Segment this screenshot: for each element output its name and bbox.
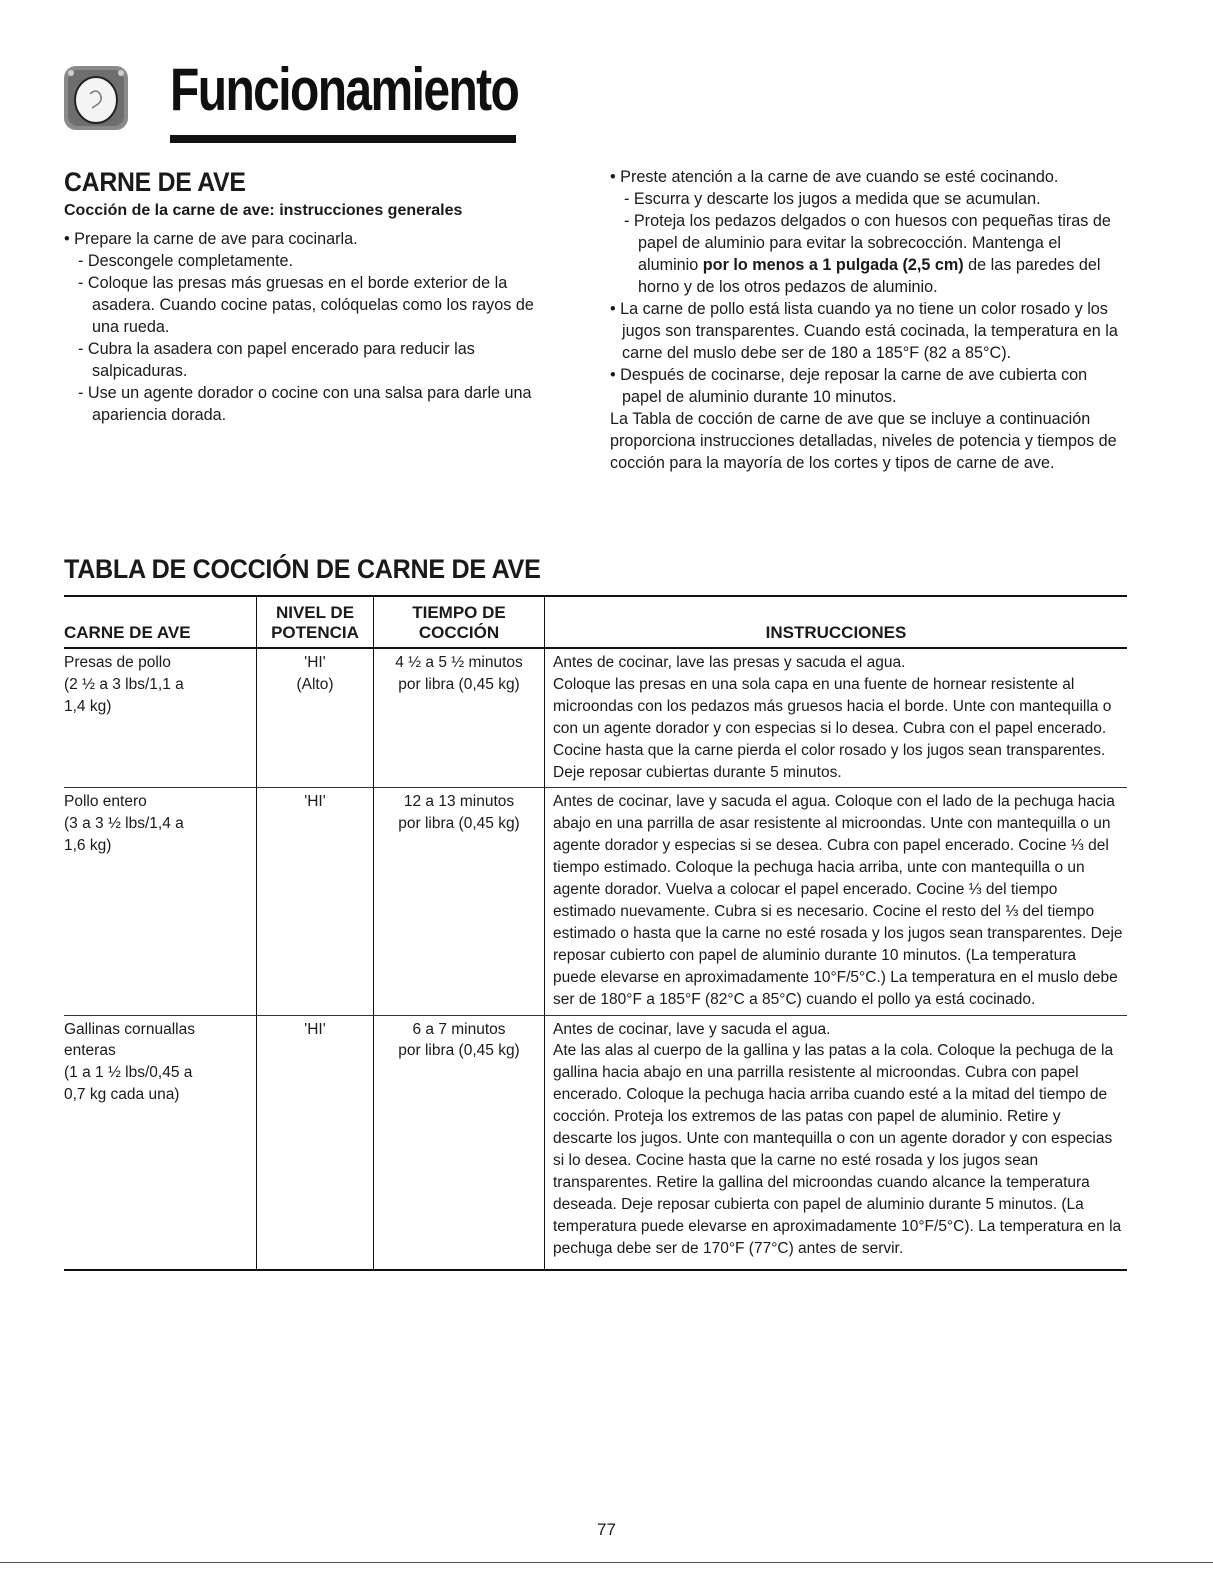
list-item-text: - Proteja los pedazos delgados o con huesos con pequeñas tiras de papel de aluminio para evitar la sobrecocción. Mantenga el aluminio bbox=[624, 212, 1111, 274]
column-header-cook-time: TIEMPO DE COCCIÓN bbox=[374, 596, 545, 648]
left-column bbox=[64, 166, 564, 426]
title-underline bbox=[170, 135, 516, 143]
list-item: - Use un agente dorador o cocine con una salsa para darle una apariencia dorada. bbox=[78, 384, 532, 424]
list-item: - Descongele completamente. bbox=[78, 252, 294, 270]
table-row bbox=[64, 1015, 1127, 1270]
right-column bbox=[610, 166, 1125, 474]
list-item: - Cubra la asadera con papel encerado para reducir las salpicaduras. bbox=[78, 340, 475, 380]
list-item bbox=[610, 210, 1125, 298]
table-row bbox=[64, 648, 1127, 788]
page-title: Funcionamiento bbox=[170, 56, 519, 123]
list-item: • Prepare la carne de ave para cocinarla. bbox=[64, 230, 358, 248]
instructions-cell: Antes de cocinar, lave y sacuda el agua. Ate las alas al cuerpo de la gallina y las patas a la cola. Coloque la pechuga de la gallina hacia abajo en una parrilla resistente al microondas. Cubra con papel encerado. Coloque la pechuga hacia arriba cuando esté a la mitad del tiempo de cocción. Proteja los extremos de las patas con papel de aluminio. Retire y descarte los jugos. Unte con mantequilla o con un agente dorador y con especias si lo desea. Cocine hasta que la carne no esté rosada y los jugos sean transparentes. Retire la gallina del microondas cuando alcance la temperatura deseada. Deje reposar cubierta con papel de aluminio durante 5 minutos. (La temperatura puede elevarse en aproximadamente 10°F/5°C). La temperatura en la pechuga debe ser de 170°F (77°C) antes de servir. bbox=[553, 1020, 1122, 1257]
table-row bbox=[64, 788, 1127, 1015]
list-item: - Escurra y descarte los jugos a medida que se acumulan. bbox=[624, 190, 1041, 208]
poultry-cell: Gallinas cornuallas enteras (1 a 1 ½ lbs/0,45 a 0,7 kg cada una) bbox=[64, 1015, 257, 1270]
instructions-cell: Antes de cocinar, lave y sacuda el agua. Coloque con el lado de la pechuga hacia abajo en una parrilla de asar resistente al microondas. Unte con mantequilla o un agente dorador y especias si se desea. Cubra con papel encerado. Cocine ⅓ del tiempo estimado. Coloque la pechuga hacia arriba, unte con mantequilla o un agente dorador. Vuelva a colocar el papel encerado. Cocine ⅓ del tiempo estimado nuevamente. Cubra si es necesario. Cocine el resto del ⅓ del tiempo estimado o hasta que la carne no esté rosada y los jugos sean transparentes. Deje reposar cubierto con papel de aluminio durante 10 minutos. (La temperatura puede elevarse en aproximadamente 10°F/5°C.) La temperatura en el muslo debe ser de 180°F a 185°F (82°C a 85°C) cuando el pollo ya está cocinado. bbox=[545, 788, 1128, 1015]
power-cell: 'HI' bbox=[257, 788, 374, 1015]
poultry-cell: Pollo entero (3 a 3 ½ lbs/1,4 a 1,6 kg) bbox=[64, 788, 257, 1015]
time-cell: 12 a 13 minutos por libra (0,45 kg) bbox=[374, 788, 545, 1015]
table-header-row bbox=[64, 596, 1127, 648]
list-item: • Después de cocinarse, deje reposar la carne de ave cubierta con papel de aluminio durante 10 minutos. bbox=[610, 366, 1088, 406]
power-cell: 'HI' (Alto) bbox=[257, 648, 374, 788]
power-cell: 'HI' bbox=[257, 1015, 374, 1270]
instructions-cell: Antes de cocinar, lave las presas y sacuda el agua. Coloque las presas en una sola capa en una fuente de hornear resistente al microondas con los pedazos más gruesos hacia el borde. Unte con mantequilla o con un agente dorador y con especias si lo desea. Cubra con el papel encerado. Cocine hasta que la carne pierda el color rosado y los jugos sean transparentes. Deje reposar cubiertas durante 5 minutos. bbox=[545, 648, 1128, 788]
list-item: • Preste atención a la carne de ave cuando se esté cocinando. bbox=[610, 168, 1059, 186]
list-item: - Coloque las presas más gruesas en el borde exterior de la asadera. Cuando cocine patas, colóquelas como los rayos de una rueda. bbox=[78, 274, 534, 336]
cooking-table-container bbox=[64, 595, 1127, 1271]
time-cell: 6 a 7 minutos por libra (0,45 kg) bbox=[374, 1015, 545, 1270]
page-number: 77 bbox=[597, 1520, 616, 1539]
column-header-power-level: NIVEL DE POTENCIA bbox=[257, 596, 374, 648]
section-title: CARNE DE AVE bbox=[64, 167, 246, 197]
time-cell: 4 ½ a 5 ½ minutos por libra (0,45 kg) bbox=[374, 648, 545, 788]
cooking-table bbox=[64, 595, 1127, 1271]
preparation-list bbox=[64, 228, 564, 426]
poultry-cell: Presas de pollo (2 ½ a 3 lbs/1,1 a 1,4 kg) bbox=[64, 648, 257, 788]
column-header-instructions: INSTRUCCIONES bbox=[545, 596, 1128, 648]
table-title: TABLA DE COCCIÓN DE CARNE DE AVE bbox=[64, 554, 541, 584]
bottom-divider bbox=[0, 1562, 1213, 1563]
column-header-poultry: CARNE DE AVE bbox=[64, 596, 257, 648]
list-item: • La carne de pollo está lista cuando ya no tiene un color rosado y los jugos son transparentes. Cuando está cocinada, la temperatura en la carne del muslo debe ser de 180 a 185°F (82 a 85°C). bbox=[610, 300, 1118, 362]
subsection-title: Cocción de la carne de ave: instrucciones generales bbox=[64, 202, 463, 219]
list-item-text: de las paredes del horno y de los otros pedazos de aluminio. bbox=[638, 256, 1101, 296]
intro-paragraph: La Tabla de cocción de carne de ave que se incluye a continuación proporciona instrucciones detalladas, niveles de potencia y tiempos de cocción para la mayoría de los cortes y tipos de carne de ave. bbox=[610, 410, 1117, 472]
list-item-emphasis: por lo menos a 1 pulgada (2,5 cm) bbox=[702, 256, 964, 274]
microwave-door-icon bbox=[62, 64, 130, 132]
